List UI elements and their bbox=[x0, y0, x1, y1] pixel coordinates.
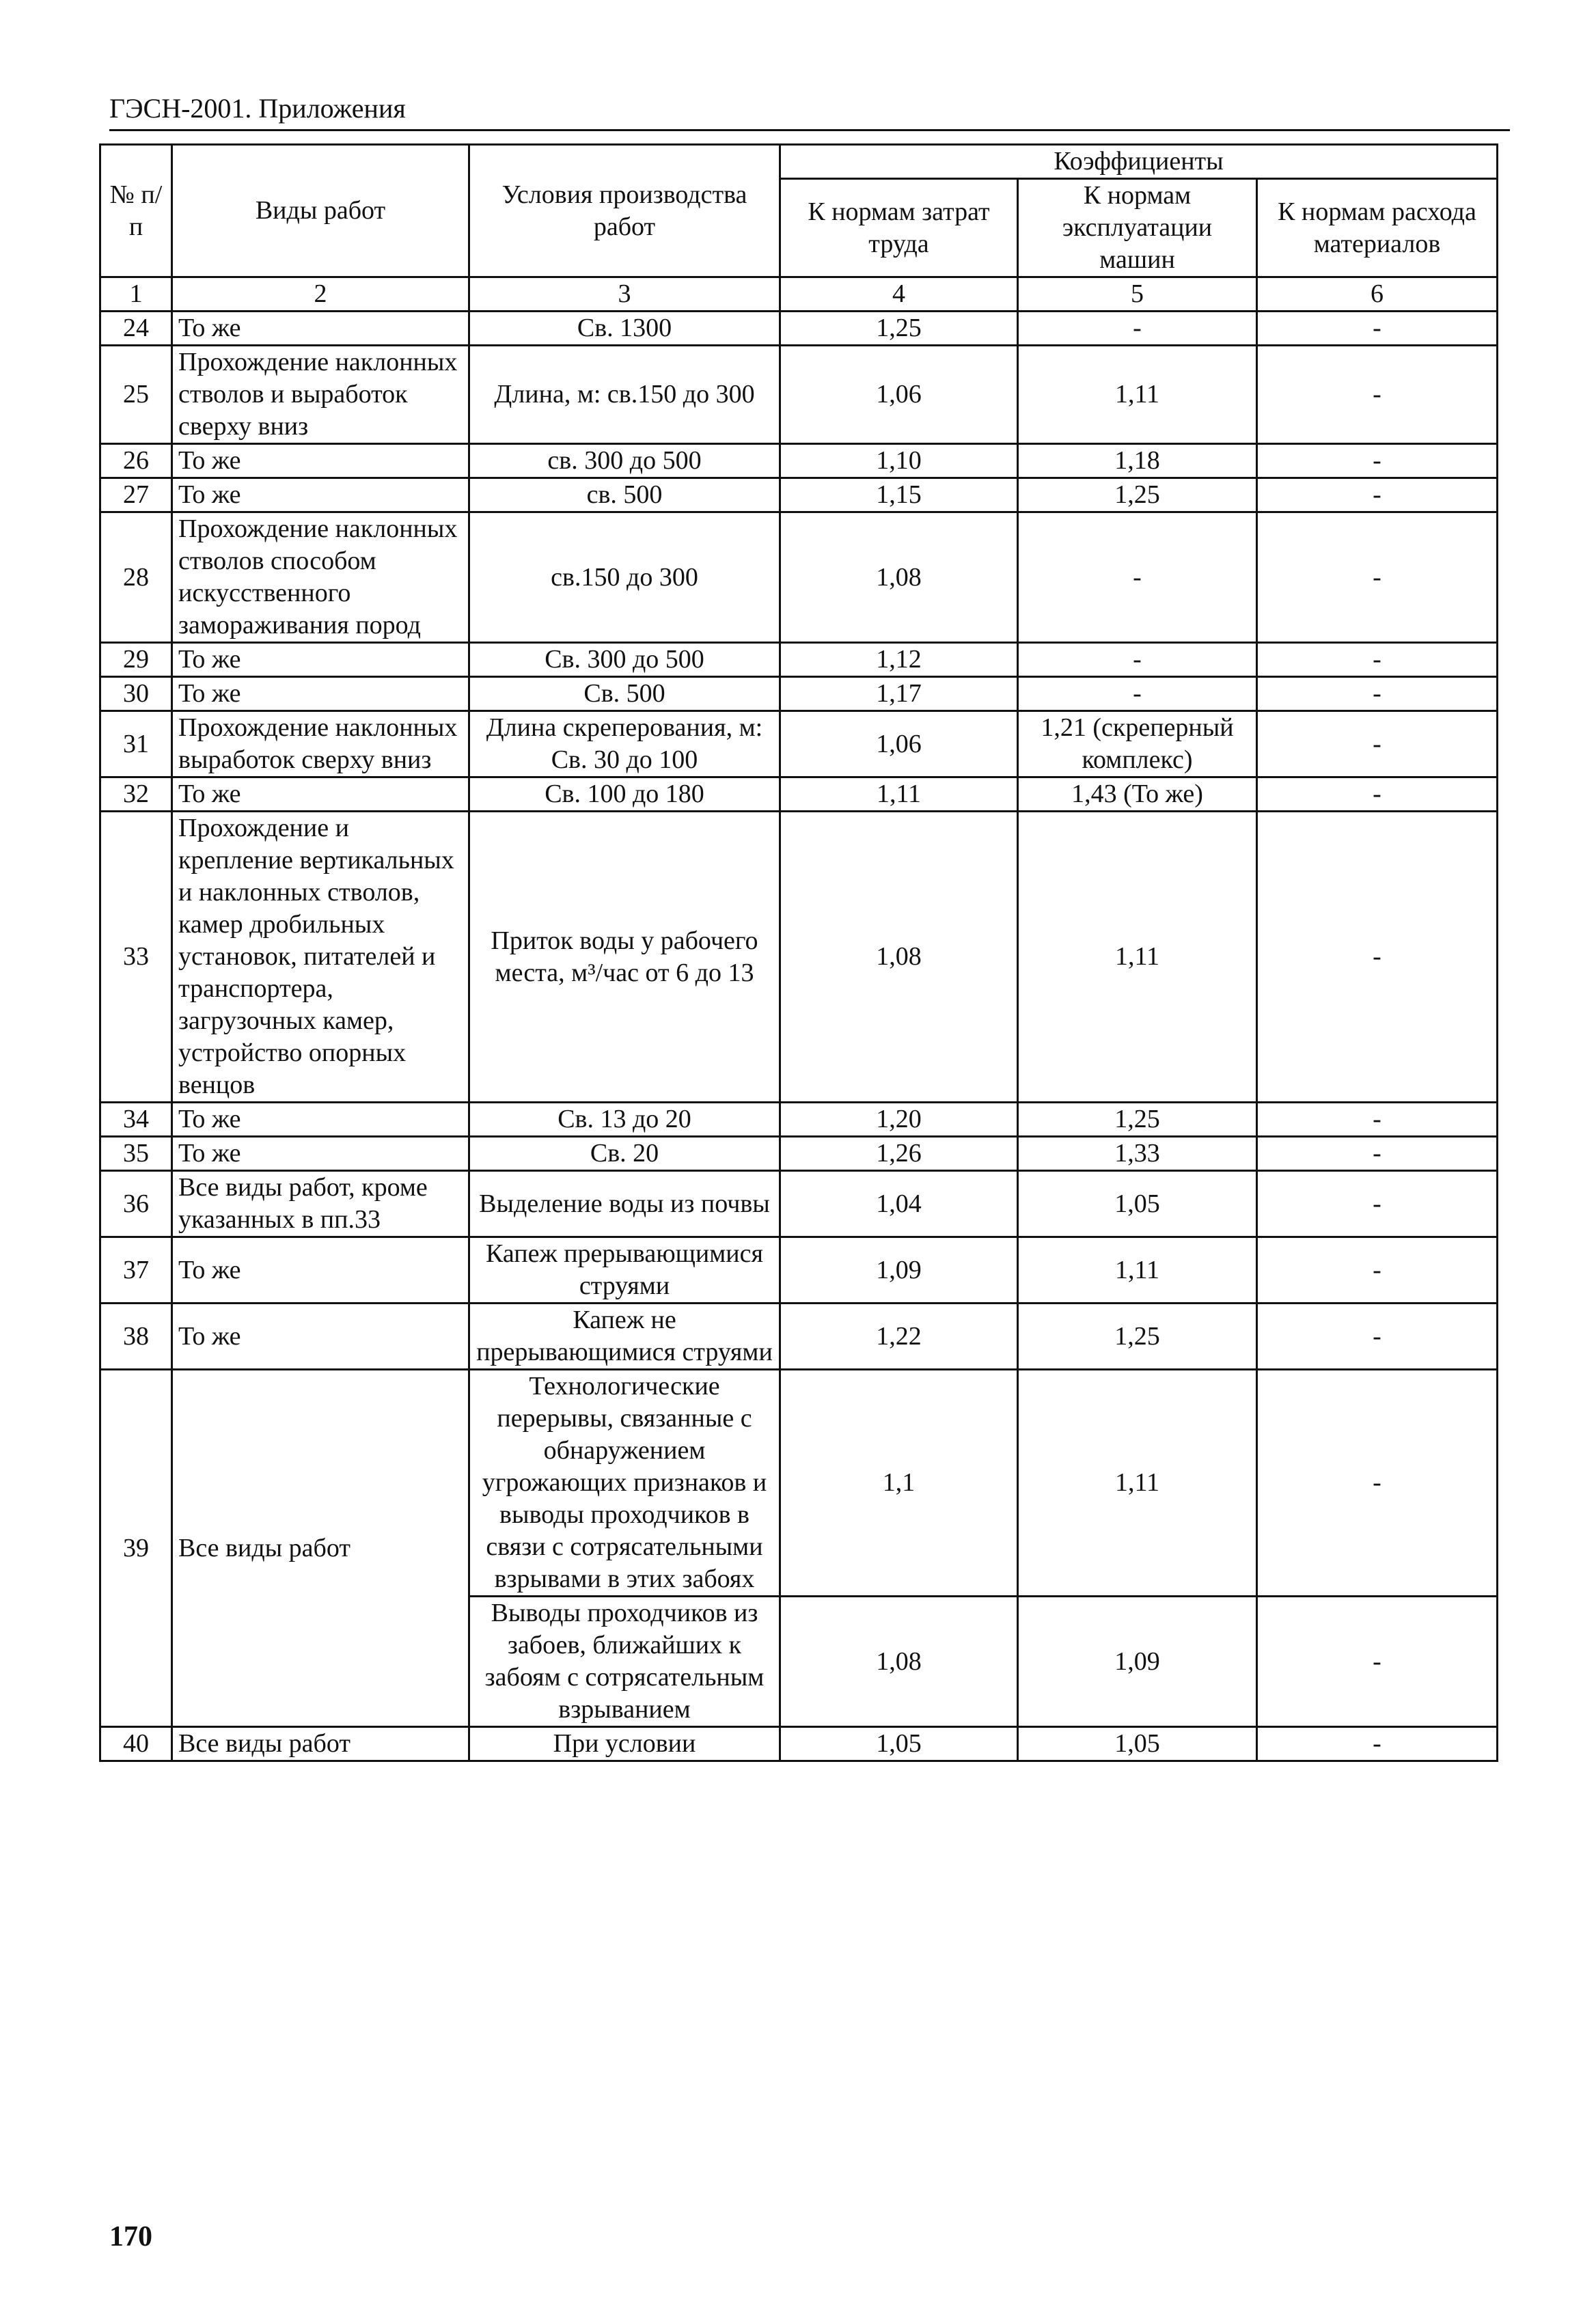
row-conditions: Капеж прерывающимися струями bbox=[469, 1237, 780, 1304]
row-conditions: Выводы проходчиков из забоев, ближайших к забоям с сотрясательным взрыванием bbox=[469, 1597, 780, 1727]
row-labor: 1,06 bbox=[780, 346, 1018, 444]
table-row bbox=[100, 1304, 1498, 1370]
row-machines: 1,25 bbox=[1018, 1304, 1257, 1370]
row-labor: 1,17 bbox=[780, 677, 1018, 711]
row-conditions: При условии bbox=[469, 1727, 780, 1761]
row-conditions: Длина скреперования, м: Св. 30 до 100 bbox=[469, 711, 780, 777]
row-materials: - bbox=[1257, 478, 1498, 512]
row-labor: 1,26 bbox=[780, 1137, 1018, 1171]
row-labor: 1,11 bbox=[780, 777, 1018, 812]
row-materials: - bbox=[1257, 444, 1498, 478]
colnum-4: 4 bbox=[780, 277, 1018, 312]
row-num: 29 bbox=[100, 643, 172, 677]
header-machines: К нормам эксплуатации машин bbox=[1018, 179, 1257, 277]
row-work: Прохождение и крепление вертикальных и наклонных стволов, камер дробильных установок, питателей и транспортера, загрузочных камер, устройство опорных венцов bbox=[172, 812, 469, 1103]
header-work: Виды работ bbox=[172, 145, 469, 277]
row-work: То же bbox=[172, 1137, 469, 1171]
row-work: Все виды работ bbox=[172, 1370, 469, 1727]
row-work: Прохождение наклонных стволов и выработок сверху вниз bbox=[172, 346, 469, 444]
row-num: 38 bbox=[100, 1304, 172, 1370]
row-conditions: Св. 1300 bbox=[469, 312, 780, 346]
row-materials: - bbox=[1257, 1370, 1498, 1597]
row-labor: 1,09 bbox=[780, 1237, 1018, 1304]
row-work: То же bbox=[172, 444, 469, 478]
colnum-6: 6 bbox=[1257, 277, 1498, 312]
row-materials: - bbox=[1257, 812, 1498, 1103]
row-num: 28 bbox=[100, 512, 172, 643]
row-num: 25 bbox=[100, 346, 172, 444]
row-conditions: Технологические перерывы, связанные с обнаружением угрожающих признаков и выводы проходчиков в связи с сотрясательными взрывами в этих забоях bbox=[469, 1370, 780, 1597]
row-conditions: Длина, м: св.150 до 300 bbox=[469, 346, 780, 444]
row-materials: - bbox=[1257, 643, 1498, 677]
row-labor: 1,10 bbox=[780, 444, 1018, 478]
row-labor: 1,22 bbox=[780, 1304, 1018, 1370]
row-machines: 1,11 bbox=[1018, 346, 1257, 444]
table-row bbox=[100, 444, 1498, 478]
row-machines: 1,25 bbox=[1018, 478, 1257, 512]
row-num: 27 bbox=[100, 478, 172, 512]
header-labor: К нормам затрат труда bbox=[780, 179, 1018, 277]
table-row bbox=[100, 1237, 1498, 1304]
row-labor: 1,12 bbox=[780, 643, 1018, 677]
row-labor: 1,06 bbox=[780, 711, 1018, 777]
row-work: Прохождение наклонных выработок сверху вниз bbox=[172, 711, 469, 777]
row-materials: - bbox=[1257, 346, 1498, 444]
row-work: То же bbox=[172, 643, 469, 677]
row-num: 30 bbox=[100, 677, 172, 711]
colnum-2: 2 bbox=[172, 277, 469, 312]
table-row bbox=[100, 1103, 1498, 1137]
row-materials: - bbox=[1257, 512, 1498, 643]
row-materials: - bbox=[1257, 1727, 1498, 1761]
row-labor: 1,05 bbox=[780, 1727, 1018, 1761]
row-work: То же bbox=[172, 478, 469, 512]
row-labor: 1,08 bbox=[780, 812, 1018, 1103]
table-row bbox=[100, 777, 1498, 812]
row-materials: - bbox=[1257, 1137, 1498, 1171]
colnum-1: 1 bbox=[100, 277, 172, 312]
row-machines: - bbox=[1018, 643, 1257, 677]
table-row bbox=[100, 1727, 1498, 1761]
header-conditions: Условия производства работ bbox=[469, 145, 780, 277]
row-materials: - bbox=[1257, 312, 1498, 346]
row-machines: - bbox=[1018, 677, 1257, 711]
row-machines: 1,25 bbox=[1018, 1103, 1257, 1137]
row-labor: 1,04 bbox=[780, 1171, 1018, 1237]
row-materials: - bbox=[1257, 1103, 1498, 1137]
row-materials: - bbox=[1257, 711, 1498, 777]
colnum-5: 5 bbox=[1018, 277, 1257, 312]
table-row bbox=[100, 346, 1498, 444]
row-conditions: Приток воды у рабочего места, м³/час от 6 до 13 bbox=[469, 812, 780, 1103]
row-labor: 1,08 bbox=[780, 512, 1018, 643]
row-materials: - bbox=[1257, 677, 1498, 711]
table-row bbox=[100, 312, 1498, 346]
table-row bbox=[100, 812, 1498, 1103]
header-num: № п/п bbox=[100, 145, 172, 277]
row-conditions: Св. 300 до 500 bbox=[469, 643, 780, 677]
row-materials: - bbox=[1257, 777, 1498, 812]
row-num: 24 bbox=[100, 312, 172, 346]
table-row bbox=[100, 1137, 1498, 1171]
table-row bbox=[100, 677, 1498, 711]
row-num: 31 bbox=[100, 711, 172, 777]
page-header: ГЭСН-2001. Приложения bbox=[109, 92, 1510, 131]
row-conditions: св. 300 до 500 bbox=[469, 444, 780, 478]
row-work: Все виды работ bbox=[172, 1727, 469, 1761]
row-machines: 1,11 bbox=[1018, 812, 1257, 1103]
row-conditions: Капеж не прерывающимися струями bbox=[469, 1304, 780, 1370]
row-labor: 1,1 bbox=[780, 1370, 1018, 1597]
table-row bbox=[100, 1171, 1498, 1237]
row-materials: - bbox=[1257, 1597, 1498, 1727]
page-number: 170 bbox=[109, 2221, 152, 2252]
row-machines: 1,18 bbox=[1018, 444, 1257, 478]
colnum-3: 3 bbox=[469, 277, 780, 312]
row-conditions: св. 500 bbox=[469, 478, 780, 512]
row-machines: - bbox=[1018, 512, 1257, 643]
row-work: Все виды работ, кроме указанных в пп.33 bbox=[172, 1171, 469, 1237]
row-conditions: Св. 100 до 180 bbox=[469, 777, 780, 812]
row-labor: 1,25 bbox=[780, 312, 1018, 346]
table-row bbox=[100, 512, 1498, 643]
row-num: 33 bbox=[100, 812, 172, 1103]
row-conditions: Св. 20 bbox=[469, 1137, 780, 1171]
row-materials: - bbox=[1257, 1171, 1498, 1237]
row-labor: 1,15 bbox=[780, 478, 1018, 512]
row-num: 36 bbox=[100, 1171, 172, 1237]
row-materials: - bbox=[1257, 1304, 1498, 1370]
row-machines: - bbox=[1018, 312, 1257, 346]
row-conditions: Выделение воды из почвы bbox=[469, 1171, 780, 1237]
row-num: 37 bbox=[100, 1237, 172, 1304]
row-work: То же bbox=[172, 1103, 469, 1137]
row-num: 35 bbox=[100, 1137, 172, 1171]
row-machines: 1,09 bbox=[1018, 1597, 1257, 1727]
row-num: 40 bbox=[100, 1727, 172, 1761]
row-num: 39 bbox=[100, 1370, 172, 1727]
row-conditions: св.150 до 300 bbox=[469, 512, 780, 643]
row-machines: 1,33 bbox=[1018, 1137, 1257, 1171]
table-row bbox=[100, 478, 1498, 512]
row-conditions: Св. 500 bbox=[469, 677, 780, 711]
row-labor: 1,20 bbox=[780, 1103, 1018, 1137]
row-work: То же bbox=[172, 677, 469, 711]
coefficients-table bbox=[99, 143, 1498, 1762]
header-coefficients: Коэффициенты bbox=[780, 145, 1498, 179]
header-materials: К нормам расхода материалов bbox=[1257, 179, 1498, 277]
row-conditions: Св. 13 до 20 bbox=[469, 1103, 780, 1137]
table-row bbox=[100, 643, 1498, 677]
row-work: То же bbox=[172, 1237, 469, 1304]
table-row bbox=[100, 711, 1498, 777]
row-work: Прохождение наклонных стволов способом искусственного замораживания пород bbox=[172, 512, 469, 643]
row-num: 26 bbox=[100, 444, 172, 478]
row-machines: 1,05 bbox=[1018, 1727, 1257, 1761]
row-num: 32 bbox=[100, 777, 172, 812]
row-machines: 1,05 bbox=[1018, 1171, 1257, 1237]
row-machines: 1,43 (То же) bbox=[1018, 777, 1257, 812]
row-machines: 1,11 bbox=[1018, 1370, 1257, 1597]
row-materials: - bbox=[1257, 1237, 1498, 1304]
row-machines: 1,21 (скреперный комплекс) bbox=[1018, 711, 1257, 777]
row-work: То же bbox=[172, 1304, 469, 1370]
row-machines: 1,11 bbox=[1018, 1237, 1257, 1304]
row-num: 34 bbox=[100, 1103, 172, 1137]
row-labor: 1,08 bbox=[780, 1597, 1018, 1727]
row-work: То же bbox=[172, 312, 469, 346]
table-row bbox=[100, 1370, 1498, 1597]
row-work: То же bbox=[172, 777, 469, 812]
